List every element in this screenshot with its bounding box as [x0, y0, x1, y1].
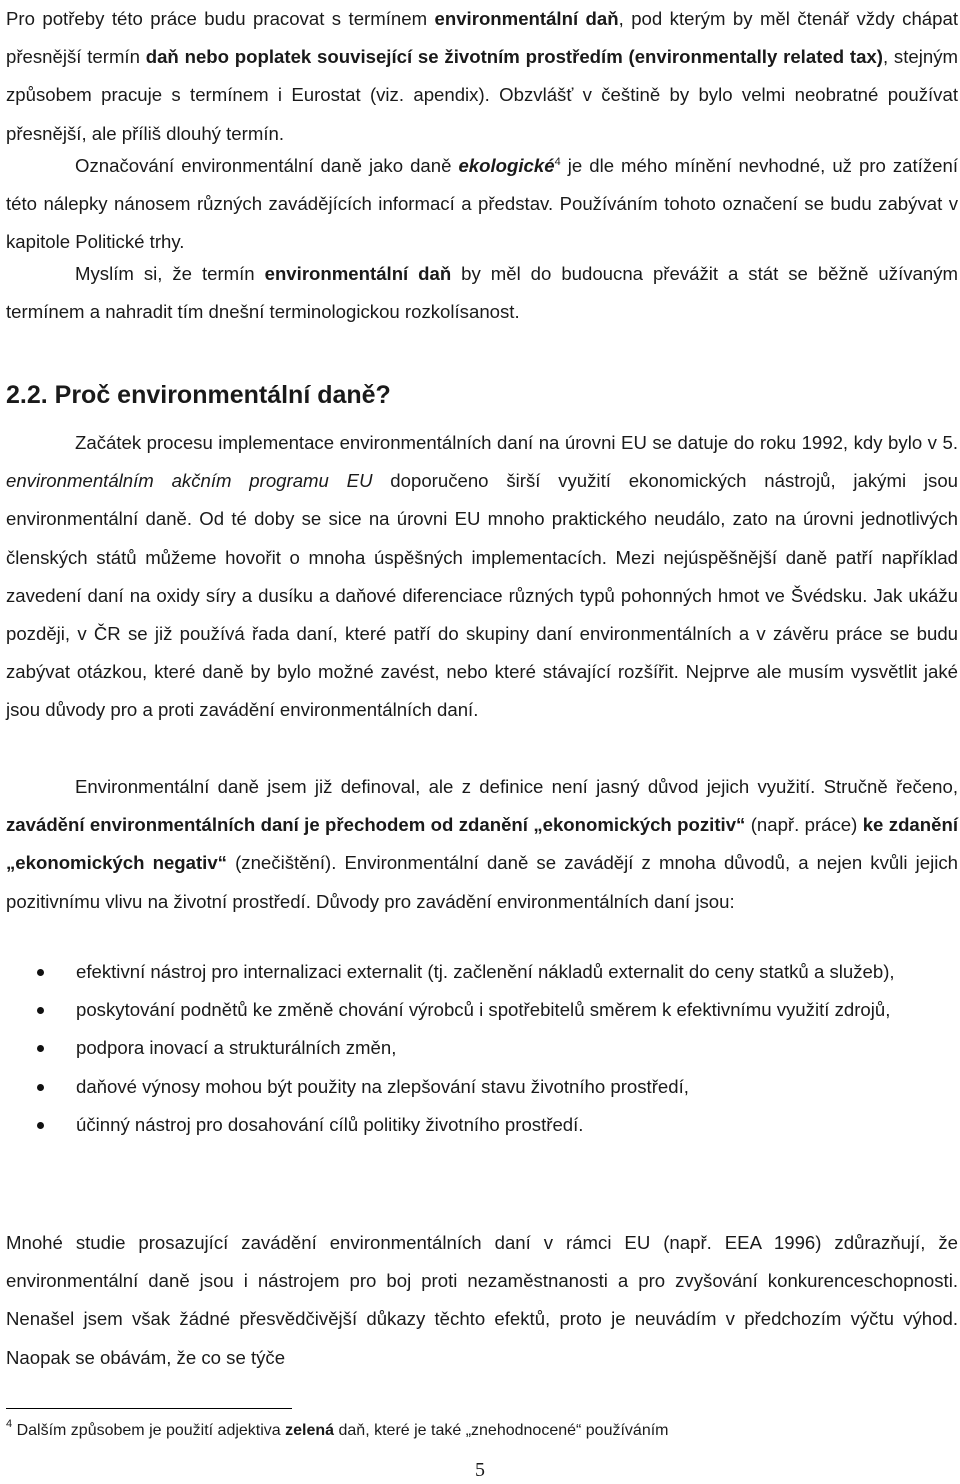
reasons-list — [0, 953, 958, 1144]
text-run: je dle mého mínění nevhodné, už pro zatížení této nálepky nánosem různých zavádějících informací a představ. Používáním tohoto označení se budu zabývat v kapitole Politické trhy. — [6, 155, 958, 253]
footnote-number: 4 — [6, 1418, 13, 1430]
text-run: Pro potřeby této práce budu pracovat s termínem — [6, 8, 435, 29]
text-run: Environmentální daně jsem již definoval, ale z definice není jasný důvod jejich využití. Stručně řečeno, — [75, 776, 958, 797]
bold-term: ke zdanění „ekonomických negativ“ — [6, 814, 958, 874]
paragraph-reasons-intro — [6, 768, 958, 921]
text-run: Myslím si, že termín — [75, 263, 265, 284]
text-run: , stejným způsobem pracuje s termínem i Eurostat (viz. apendix). Obzvlášť v češtině by bylo velmi neobratné používat přesnější, ale příliš dlouhý termín. — [6, 46, 958, 144]
paragraph-eu-history — [6, 424, 958, 730]
bullet-icon — [37, 1122, 44, 1129]
bold-term: daň nebo poplatek související se životním prostředím (environmentally related tax) — [145, 46, 883, 68]
text-run: doporučeno širší využití ekonomických nástrojů, jakými jsou environmentální daně. Od té doby se sice na úrovni EU mnoho praktického neudálo, zato na úrovni jednotlivých členských států můžeme hovořit o mnoha úspěšných implementacích. Mezi nejúspěšnější daně patří například zavedení daní na oxidy síry a dusíku a daňové diferenciace různých typů pohonných hmot ve Švédsku. Jak ukážu později, v ČR se již používá řada daní, které patří do skupiny daní environmentálních a v závěru práce se budu zabývat otázkou, které daně by bylo možné zavést, nebo které stávající rozšířit. Nejprve ale musím vysvětlit jaké jsou důvody pro a proti zavádění environmentálních daní. — [6, 470, 958, 721]
paragraph-ecological-label — [6, 147, 958, 262]
bold-italic-term: ekologické — [458, 155, 555, 176]
text-run: , pod kterým by měl čtenář vždy chápat přesnější termín — [6, 8, 958, 68]
section-heading: 2.2. Proč environmentální daně? — [6, 381, 391, 409]
bold-term: zelená — [285, 1422, 335, 1439]
paragraph-studies: Mnohé studie prosazující zavádění environmentálních daní v rámci EU (např. EEA 1996) zdůrazňují, že environmentální daně jsou i nástrojem pro boj proti nezaměstnanosti a pro zvyšování konkurenceschopnosti. Nenašel jsem však žádné přesvědčivější důkazy těchto efektů, proto je neuvádím v předchozím výčtu výhod. Naopak se obávám, že co se týče — [6, 1232, 958, 1368]
bold-term: environmentální daň — [264, 263, 452, 284]
paragraph-conclusion-term — [6, 255, 958, 331]
bullet-icon — [37, 969, 44, 976]
list-item: poskytování podnětů ke změně chování výrobců i spotřebitelů směrem k efektivnímu využití zdrojů, — [0, 991, 958, 1029]
footnote: $^4$ Dalším způsobem je použití adjektiva zelená daň, které je také „znehodnocené“ používáním — [6, 1418, 669, 1439]
paragraph-terminology — [6, 0, 958, 153]
list-item: podpora inovací a strukturálních změn, — [0, 1029, 958, 1067]
text-run: Začátek procesu implementace environmentálních daní na úrovni EU se datuje do roku 1992, kdy bylo v 5. — [75, 432, 958, 453]
list-item: efektivní nástroj pro internalizaci externalit (tj. začlenění nákladů externalit do ceny statků a služeb), — [0, 953, 958, 991]
text-run: (např. práce) — [745, 814, 863, 836]
italic-term: environmentálním akčním programu EU — [6, 470, 373, 492]
bullet-icon — [37, 1045, 44, 1052]
text-run: Označování environmentální daně jako daně — [75, 155, 459, 176]
bold-term: zavádění environmentálních daní je přechodem od zdanění „ekonomických pozitiv“ — [6, 814, 746, 836]
list-item: daňové výnosy mohou být použity na zlepšování stavu životního prostředí, — [0, 1068, 958, 1106]
text-run: by měl do budoucna převážit a stát se běžně užívaným termínem a nahradit tím dnešní terminologickou rozkolísanost. — [6, 263, 958, 323]
bullet-icon — [37, 1084, 44, 1091]
list-item: účinný nástroj pro dosahování cílů politiky životního prostředí. — [0, 1106, 958, 1144]
footnote-reference[interactable]: 4 — [554, 156, 561, 168]
text-run: (znečištění). Environmentální daně se zavádějí z mnoha důvodů, a nejen kvůli jejich pozitivnímu vlivu na životní prostředí. Důvody pro zavádění environmentálních daní jsou: — [6, 852, 958, 912]
bullet-icon — [37, 1007, 44, 1014]
footnote-divider — [6, 1408, 292, 1409]
page-number: 5 — [475, 1459, 485, 1481]
bold-term: environmentální daň — [434, 8, 619, 29]
